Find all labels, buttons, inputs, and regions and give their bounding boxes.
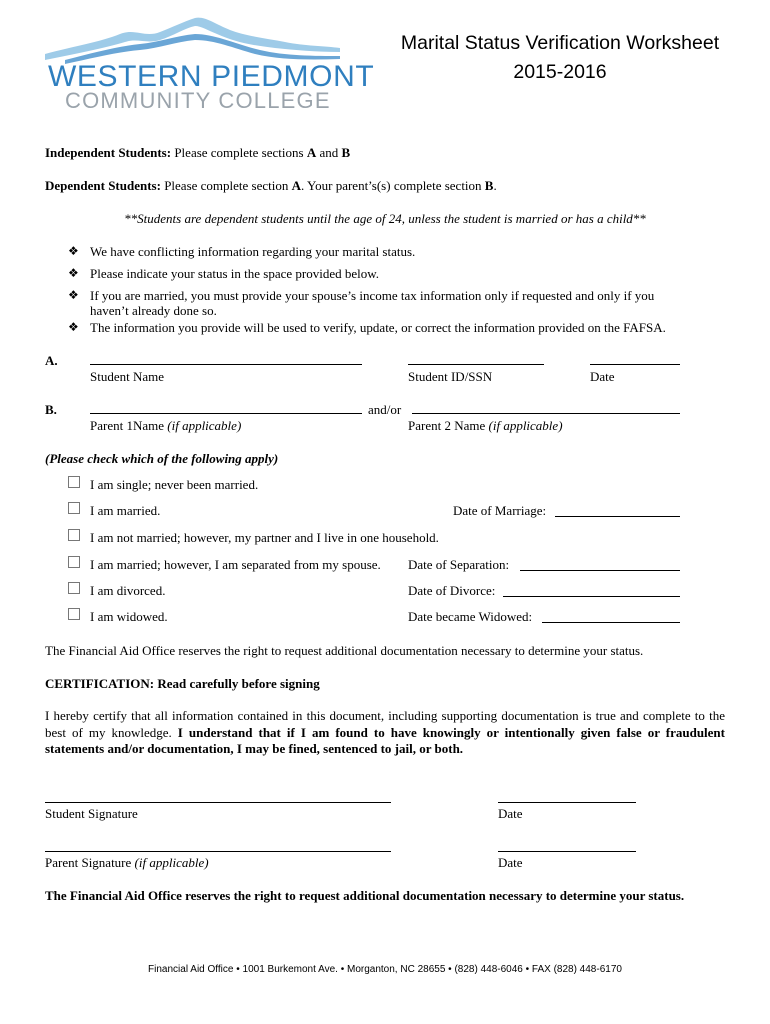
closing-statement: The Financial Aid Office reserves the right to request additional documentation necessary to determine your status. [45,888,685,903]
certification-heading: CERTIFICATION: Read carefully before signing [45,676,320,691]
parent2-caption-note: (if applicable) [488,418,563,433]
parent-signature-caption [45,855,209,871]
student-signature-date-field[interactable] [498,802,636,803]
date-of-marriage-field[interactable] [555,516,680,517]
diamond-bullet-icon: ❖ [68,244,79,258]
section-a-ref: A [291,178,302,193]
option-label-divorced: I am divorced. [90,583,166,598]
widowed-checkbox[interactable] [68,608,80,620]
independent-students-label: Independent Students: [45,145,172,160]
date-widowed-label: Date became Widowed: [408,609,533,624]
date-of-separation-field[interactable] [520,570,680,571]
student-name-caption: Student Name [90,369,165,384]
parent-signature-caption-text: Parent Signature [45,855,135,870]
married-checkbox[interactable] [68,502,80,514]
dependent-text: Please complete section [160,178,292,193]
logo-text-line2: COMMUNITY COLLEGE [65,88,331,113]
date-widowed-field[interactable] [542,622,680,623]
diamond-bullet-icon: ❖ [68,288,79,302]
student-signature-caption: Student Signature [45,806,138,821]
section-b-label: B. [45,402,57,417]
independent-students-line [45,145,350,161]
single-checkbox[interactable] [68,476,80,488]
bullet-item-continued: haven’t already done so. [90,303,217,318]
student-id-field[interactable] [408,364,544,365]
diamond-bullet-icon: ❖ [68,320,79,334]
option-label-widowed: I am widowed. [90,609,168,624]
certification-warning: I understand that if I am found to have knowingly or intentionally given false or fraudulent statements and/or documentation, I may be fined, sentenced to jail, or both. [45,724,725,756]
date-of-divorce-label: Date of Divorce: [408,583,496,598]
check-prompt: (Please check which of the following apply) [45,451,279,466]
parent-signature-date-caption: Date [498,855,523,870]
parent-signature-caption-note: (if applicable) [134,855,209,870]
section-a-date-field[interactable] [590,364,680,365]
certification-text: I hereby certify that all information contained in this document, including supporting documentation is true and complete to the best of my knowledge. [45,708,725,740]
bullet-item: We have conflicting information regarding your marital status. [90,244,416,259]
student-signature-field[interactable] [45,802,391,803]
and-or-text: and/or [368,402,402,417]
parent-signature-field[interactable] [45,851,391,852]
parent1-name-field[interactable] [90,413,362,414]
certification-paragraph [45,708,725,758]
dependent-students-line [45,178,497,194]
section-a-ref: A [306,145,317,160]
option-label-single: I am single; never been married. [90,477,259,492]
date-of-marriage-label: Date of Marriage: [453,503,547,518]
bullet-item: If you are married, you must provide your spouse’s income tax information only if requested and only if you [90,288,655,303]
signature-date-caption: Date [498,806,523,821]
bullet-item: Please indicate your status in the space provided below. [90,266,380,281]
section-b-ref: B [484,178,494,193]
partner-household-checkbox[interactable] [68,529,80,541]
reserve-right-text: The Financial Aid Office reserves the right to request additional documentation necessary to determine your status. [45,643,644,658]
option-label-married: I am married. [90,503,161,518]
section-b-ref: B [341,145,351,160]
parent-signature-date-field[interactable] [498,851,636,852]
parent1-caption-text: Parent 1Name [90,418,168,433]
logo-mountains-graphic [45,16,340,64]
separated-checkbox[interactable] [68,556,80,568]
parent2-caption-text: Parent 2 Name [408,418,489,433]
date-caption: Date [590,369,615,384]
option-label-partner: I am not married; however, my partner and I live in one household. [90,530,439,545]
option-label-separated: I am married; however, I am separated from my spouse. [90,557,381,572]
student-id-caption: Student ID/SSN [408,369,493,384]
divorced-checkbox[interactable] [68,582,80,594]
section-a-label: A. [45,353,58,368]
date-of-divorce-field[interactable] [503,596,680,597]
student-name-field[interactable] [90,364,362,365]
parent2-caption [408,418,563,434]
footer-contact: Financial Aid Office • 1001 Burkemont Ave. • Morganton, NC 28655 • (828) 448-6046 • FAX (828) 448-6170 [148,964,622,975]
diamond-bullet-icon: ❖ [68,266,79,280]
parent2-name-field[interactable] [412,413,680,414]
date-of-separation-label: Date of Separation: [408,557,510,572]
dependent-students-label: Dependent Students: [45,178,161,193]
page-title: Marital Status Verification Worksheet [400,32,720,54]
dependent-text-2: . Your parent’s(s) complete section [301,178,485,193]
parent1-caption [90,418,241,434]
independent-text: Please complete sections [171,145,307,160]
bullet-item: The information you provide will be used to verify, update, or correct the information provided on the FAFSA. [90,320,666,335]
dependent-end: . [493,178,497,193]
dependency-note: **Students are dependent students until the age of 24, unless the student is married or has a child** [124,211,646,226]
logo-text-line1: WESTERN PIEDMONT [48,60,375,93]
page-subtitle-year: 2015-2016 [513,61,607,83]
independent-and: and [316,145,342,160]
parent1-caption-note: (if applicable) [167,418,242,433]
